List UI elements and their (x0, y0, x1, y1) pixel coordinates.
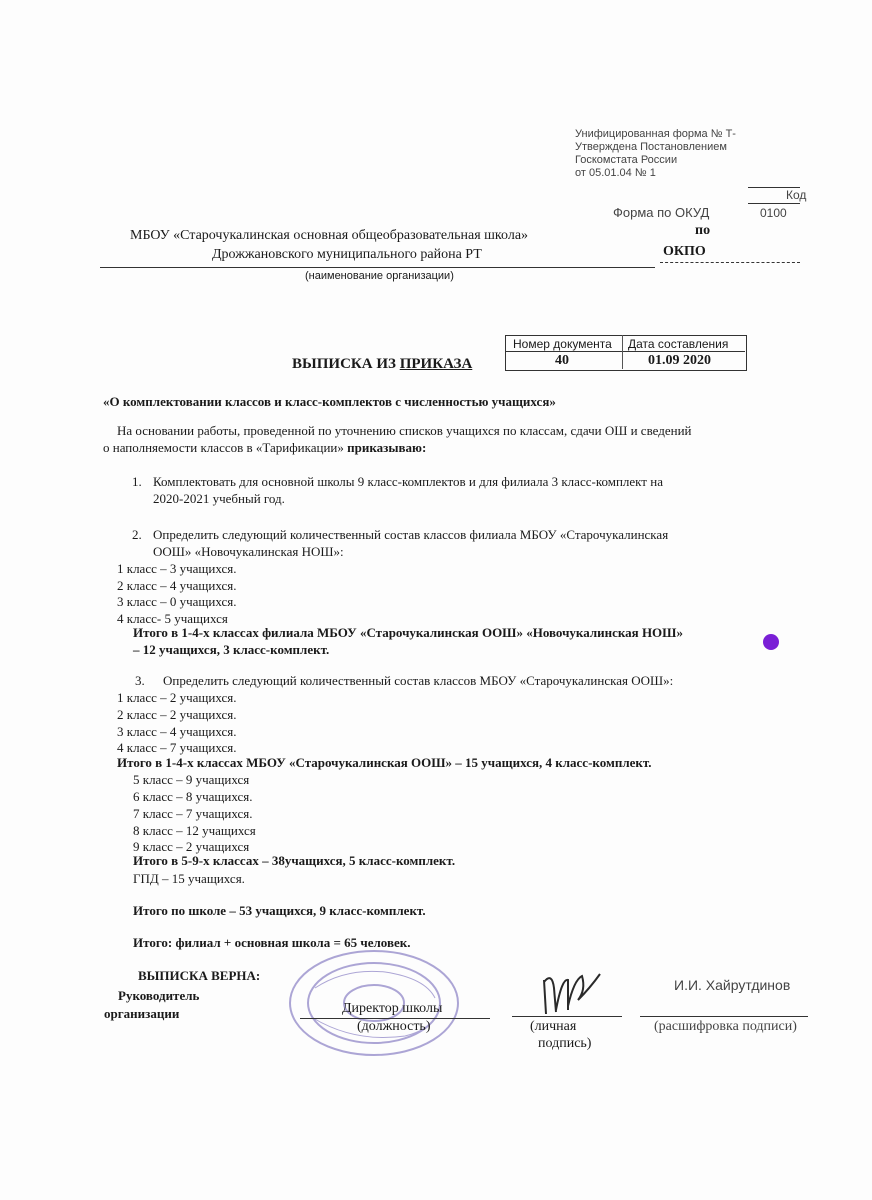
intro-line-1: На основании работы, проведенной по уточнению списков учащихся по классам, сдачи ОШ и сведений (117, 423, 692, 438)
position-caption: (должность) (357, 1019, 431, 1034)
sign-caption-2: подпись) (538, 1036, 592, 1051)
handwritten-signature (538, 970, 606, 1020)
main-1-4-total: Итого в 1-4-х классах МБОУ «Старочукалинская ООШ» – 15 учащихся, 4 класс-комплект. (117, 755, 652, 770)
doc-title (292, 356, 472, 373)
item-1-line-2: 2020-2021 учебный год. (153, 491, 285, 506)
filial-class-1: 1 класс – 3 учащихся. (117, 561, 237, 576)
order-subject: «О комплектовании классов и класс-комплектов с численностью учащихся» (103, 394, 556, 409)
org-line-2: Дрожжановского муниципального района РТ (212, 247, 482, 262)
okud-label: Форма по ОКУД (613, 205, 710, 220)
okpo-label: ОКПО (663, 244, 706, 259)
intro-order-word: приказываю: (347, 440, 427, 455)
form-line-2: Утверждена Постановлением (575, 141, 727, 153)
main-class-1: 1 класс – 2 учащихся. (117, 690, 237, 705)
signature-underline (512, 1016, 622, 1017)
code-box-mid (748, 203, 800, 204)
main-class-2: 2 класс – 2 учащихся. (117, 707, 237, 722)
doc-box-divider (505, 351, 745, 352)
filial-class-2: 2 класс – 4 учащихся. (117, 578, 237, 593)
doc-title-part1: ВЫПИСКА ИЗ (292, 356, 400, 372)
verified-label: ВЫПИСКА ВЕРНА: (138, 968, 261, 983)
name-caption: (расшифровка подписи) (654, 1019, 797, 1034)
item-3-number: 3. (135, 673, 145, 688)
main-class-9: 9 класс – 2 учащихся (133, 839, 250, 854)
filial-class-3: 3 класс – 0 учащихся. (117, 594, 237, 609)
filial-total-line-1: Итого в 1-4-х классах филиала МБОУ «Старочукалинская ООШ» «Новочукалинская НОШ» (133, 625, 683, 640)
okpo-underline (660, 262, 800, 263)
okud-value: 0100 (760, 206, 787, 220)
intro-line-2 (103, 440, 426, 456)
head-label-2: организации (104, 1006, 180, 1021)
doc-box-separator (622, 335, 623, 369)
sign-caption-1: (личная (530, 1019, 577, 1034)
org-underline (100, 267, 655, 268)
code-label: Код (786, 188, 807, 202)
form-line-1: Унифицированная форма № Т- (575, 128, 736, 140)
signer-name: И.И. Хайрутдинов (674, 977, 791, 993)
gpd-line: ГПД – 15 учащихся. (133, 871, 245, 886)
item-2-line-2: ООШ» «Новочукалинская НОШ»: (153, 544, 344, 559)
doc-title-part2: ПРИКАЗА (399, 356, 473, 372)
school-total: Итого по школе – 53 учащихся, 9 класс-комплект. (133, 903, 426, 918)
doc-num-label: Номер документа (513, 337, 612, 351)
head-label-1: Руководитель (118, 988, 200, 1003)
doc-date-label: Дата составления (628, 337, 729, 351)
position-value: Директор школы (342, 1001, 443, 1016)
main-class-4: 4 класс – 7 учащихся. (117, 740, 237, 755)
main-class-5: 5 класс – 9 учащихся (133, 772, 250, 787)
doc-num-value: 40 (555, 353, 569, 368)
item-2-line-1: Определить следующий количественный состав классов филиала МБОУ «Старочукалинская (153, 527, 669, 542)
name-underline (640, 1016, 808, 1017)
filial-total-line-2: – 12 учащихся, 3 класс-комплект. (133, 642, 330, 657)
main-5-9-total: Итого в 5-9-х классах – 38учащихся, 5 класс-комплект. (133, 853, 456, 868)
form-line-4: от 05.01.04 № 1 (575, 167, 656, 179)
item-3-line-1: Определить следующий количественный состав классов МБОУ «Старочукалинская ООШ»: (163, 673, 674, 688)
ink-dot (763, 634, 779, 650)
main-class-8: 8 класс – 12 учащихся (133, 823, 256, 838)
main-class-7: 7 класс – 7 учащихся. (133, 806, 253, 821)
intro-line-2a: о наполняемости классов в «Тарификации» (103, 440, 348, 455)
main-class-6: 6 класс – 8 учащихся. (133, 789, 253, 804)
filial-class-4: 4 класс- 5 учащихся (117, 611, 228, 626)
org-caption: (наименование организации) (305, 270, 454, 282)
form-line-3: Госкомстата России (575, 154, 678, 166)
po-label: по (695, 223, 711, 238)
grand-total: Итого: филиал + основная школа = 65 человек. (133, 935, 411, 950)
item-1-number: 1. (132, 474, 142, 489)
doc-date-value: 01.09 2020 (648, 353, 711, 368)
org-line-1: МБОУ «Старочукалинская основная общеобразовательная школа» (130, 228, 529, 243)
item-1-line-1: Комплектовать для основной школы 9 класс-комплектов и для филиала 3 класс-комплект на (153, 474, 663, 489)
main-class-3: 3 класс – 4 учащихся. (117, 724, 237, 739)
item-2-number: 2. (132, 527, 142, 542)
